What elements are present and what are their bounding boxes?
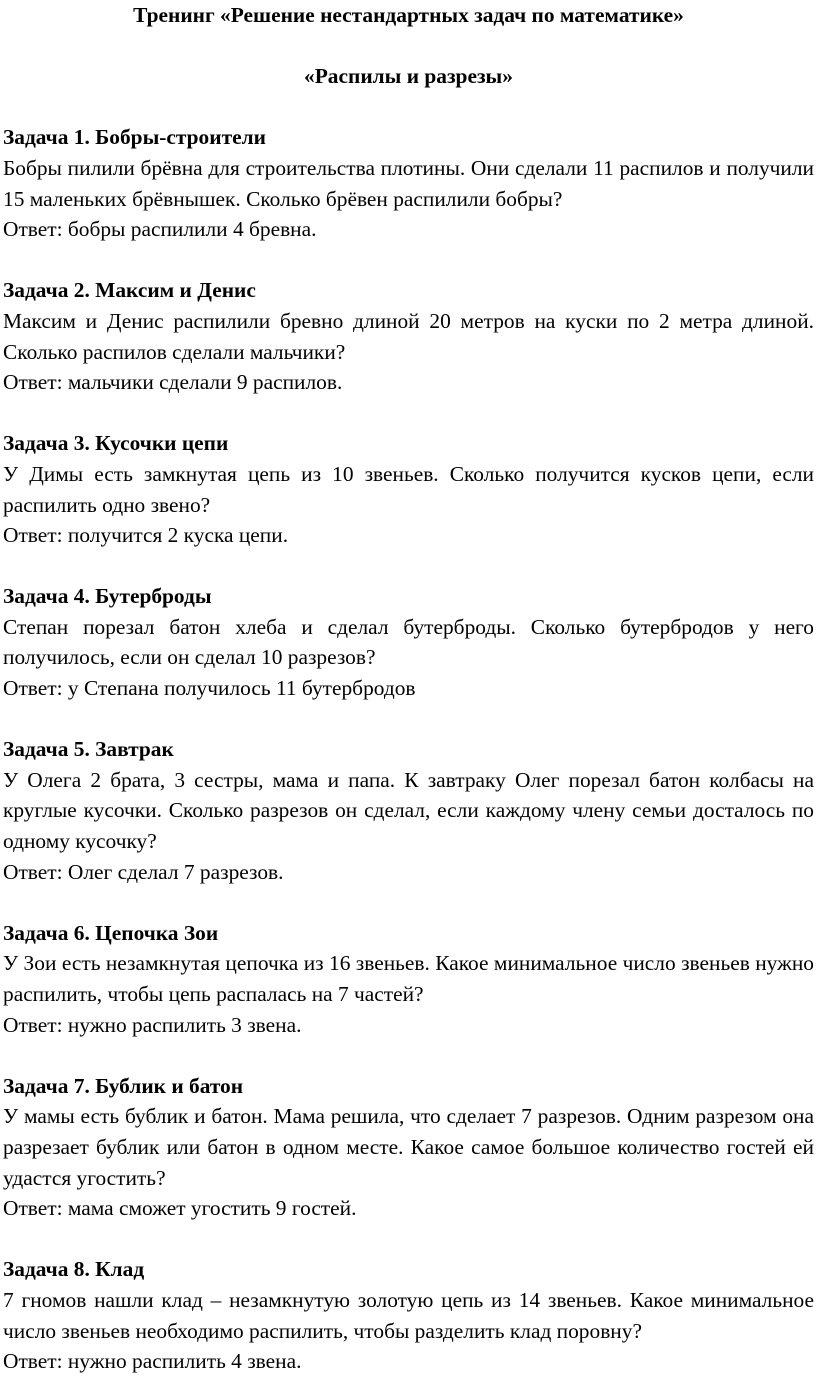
task-title: Задача 7. Бублик и батон <box>3 1073 244 1098</box>
task-6 <box>3 918 814 1040</box>
task-title: Задача 3. Кусочки цепи <box>3 431 229 456</box>
task-answer: Ответ: нужно распилить 4 звена. <box>3 1349 302 1374</box>
task-answer: Ответ: у Степана получилось 11 бутербродов <box>3 676 416 701</box>
task-text: Степан порезал батон хлеба и сделал бутерброды. Сколько бутербродов у него получилось, если он сделал 10 разрезов? <box>3 614 814 670</box>
task-title: Задача 4. Бутерброды <box>3 584 212 609</box>
task-answer: Ответ: мама сможет угостить 9 гостей. <box>3 1196 357 1221</box>
task-3 <box>3 428 814 550</box>
task-title: Задача 2. Максим и Денис <box>3 278 256 303</box>
task-text: Бобры пилили брёвна для строительства плотины. Они сделали 11 распилов и получили 15 маленьких брёвнышек. Сколько брёвен распилили бобры? <box>3 155 814 211</box>
task-text: 7 гномов нашли клад – незамкнутую золотую цепь из 14 звеньев. Какое минимальное число звеньев необходимо распилить, чтобы разделить клад поровну? <box>3 1287 814 1343</box>
task-2 <box>3 275 814 397</box>
task-text: У мамы есть бублик и батон. Мама решила, что сделает 7 разрезов. Одним разрезом она разрезает бублик или батон в одном месте. Какое самое большое количество гостей ей удастся угостить? <box>3 1104 814 1190</box>
task-answer: Ответ: получится 2 куска цепи. <box>3 523 289 548</box>
task-answer: Ответ: Олег сделал 7 разрезов. <box>3 859 284 884</box>
task-title: Задача 8. Клад <box>3 1257 145 1282</box>
task-text: Максим и Денис распилили бревно длиной 20 метров на куски по 2 метра длиной. Сколько распилов сделали мальчики? <box>3 308 814 364</box>
document-title: Тренинг «Решение нестандартных задач по математике» <box>133 3 684 27</box>
task-text: У Димы есть замкнутая цепь из 10 звеньев. Сколько получится кусков цепи, если распилить одно звено? <box>3 461 814 517</box>
task-4 <box>3 581 814 703</box>
task-5 <box>3 734 814 887</box>
document-subtitle: «Распилы и разрезы» <box>304 64 513 89</box>
task-7 <box>3 1071 814 1224</box>
task-8 <box>3 1254 814 1376</box>
task-answer: Ответ: бобры распилили 4 бревна. <box>3 217 317 242</box>
task-title: Задача 5. Завтрак <box>3 737 174 762</box>
task-answer: Ответ: мальчики сделали 9 распилов. <box>3 370 343 395</box>
task-title: Задача 1. Бобры-строители <box>3 125 266 150</box>
task-answer: Ответ: нужно распилить 3 звена. <box>3 1012 302 1037</box>
task-text: У Зои есть незамкнутая цепочка из 16 звеньев. Какое минимальное число звеньев нужно распилить, чтобы цепь распалась на 7 частей? <box>3 951 814 1006</box>
task-text: У Олега 2 брата, 3 сестры, мама и папа. К завтраку Олег порезал батон колбасы на круглые кусочки. Сколько разрезов он сделал, если каждому члену семьи досталось по одному кусочку? <box>3 767 814 854</box>
task-1 <box>3 122 814 244</box>
task-title: Задача 6. Цепочка Зои <box>3 920 219 945</box>
